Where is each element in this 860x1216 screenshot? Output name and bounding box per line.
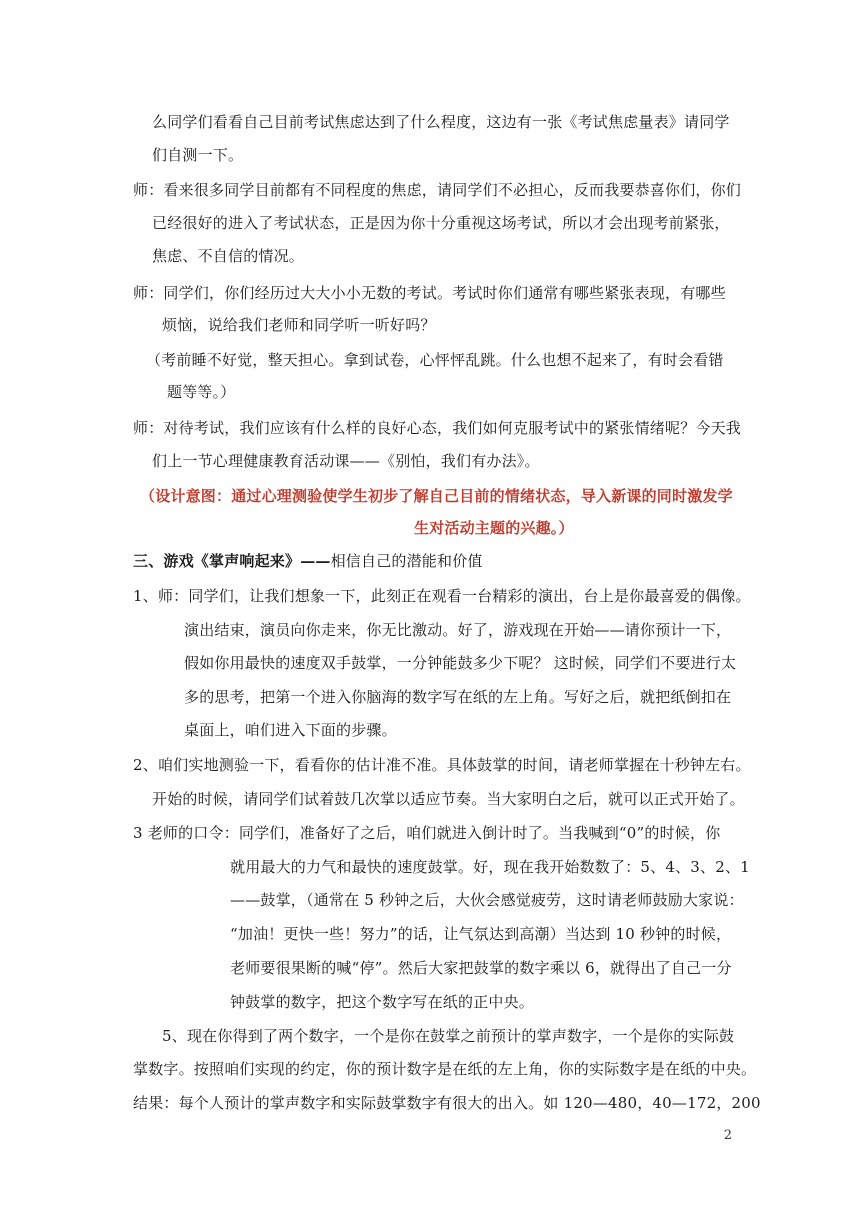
page-number: 2 <box>723 1128 732 1143</box>
design-intent-note: （设计意图：通过心理测验使学生初步了解自己目前的情绪状态，导入新课的同时激发学 <box>140 487 733 505</box>
text-line: 钟鼓掌的数字，把这个数字写在纸的正中央。 <box>230 993 535 1011</box>
section-heading-rest: 相信自己的潜能和价值 <box>330 552 483 570</box>
text-line: “加油！更快一些！努力”的话，让气氛达到高潮）当达到 10 秒钟的时候， <box>230 925 732 943</box>
text-line: 焦虑、不自信的情况。 <box>152 247 305 265</box>
text-line: 结果：每个人预计的掌声数字和实际鼓掌数字有很大的出入。如 120—480，40—172，200 <box>133 1094 761 1112</box>
text-line: 烦恼，说给我们老师和同学听一听好吗？ <box>162 316 436 334</box>
text-line: 老师要很果断的喊“停”。然后大家把鼓掌的数字乘以 6，就得出了自己一分 <box>230 959 732 977</box>
text-line: 2、咱们实地测验一下，看看你的估计准不准。具体鼓掌的时间，请老师掌握在十秒钟左右。 <box>133 756 751 774</box>
text-line: 就用最大的力气和最快的速度鼓掌。好，现在我开始数数了：5、4、3、2、1 <box>230 858 750 876</box>
text-line: 已经很好的进入了考试状态，正是因为你十分重视这场考试，所以才会出现考前紧张， <box>152 214 730 232</box>
text-line: 多的思考，把第一个进入你脑海的数字写在纸的左上角。写好之后，就把纸倒扣在 <box>184 688 732 706</box>
text-line: ——鼓掌，（通常在 5 秒钟之后，大伙会感觉疲劳，这时请老师鼓励大家说： <box>230 891 744 909</box>
text-line: 师：对待考试，我们应该有什么样的良好心态，我们如何克服考试中的紧张情绪呢？今天我 <box>133 419 742 437</box>
text-line: 3 老师的口令：同学们，准备好了之后，咱们就进入倒计时了。当我喊到“0”的时候，你 <box>133 824 721 842</box>
section-heading-bold: 三、游戏《掌声响起来》—— <box>133 552 331 570</box>
text-line: （考前睡不好觉，整天担心。拿到试卷，心怦怦乱跳。什么也想不起来了，有时会看错 <box>146 351 724 369</box>
text-line: 题等等。） <box>167 383 236 401</box>
text-line: 么同学们看看自己目前考试焦虑达到了什么程度，这边有一张《考试焦虑量表》请同学 <box>152 113 730 131</box>
text-line: 开始的时候，请同学们试着鼓几次掌以适应节奏。当大家明白之后，就可以正式开始了。 <box>152 790 745 808</box>
text-line: 们自测一下。 <box>152 146 244 164</box>
section-heading <box>133 551 483 571</box>
text-line: 1、师：同学们，让我们想象一下，此刻正在观看一台精彩的演出，台上是你最喜爱的偶像。 <box>133 587 751 605</box>
text-line: 们上一节心理健康教育活动课——《别怕，我们有办法》。 <box>152 452 540 470</box>
text-line: 假如你用最快的速度双手鼓掌，一分钟能鼓多少下呢？ 这时候，同学们不要进行太 <box>184 654 737 672</box>
text-line: 师：同学们，你们经历过大大小小无数的考试。考试时你们通常有哪些紧张表现，有哪些 <box>133 284 726 302</box>
text-line: 掌数字。按照咱们实现的约定，你的预计数字是在纸的左上角，你的实际数字是在纸的中央。 <box>133 1060 757 1078</box>
text-line: 师：看来很多同学目前都有不同程度的焦虑，请同学们不必担心，反而我要恭喜你们，你们 <box>133 181 742 199</box>
text-line: 桌面上，咱们进入下面的步骤。 <box>184 721 397 739</box>
text-line: 演出结束，演员向你走来，你无比激动。好了，游戏现在开始——请你预计一下， <box>184 621 732 639</box>
design-intent-note: 生对活动主题的兴趣。） <box>414 519 574 537</box>
text-line: 5、现在你得到了两个数字，一个是你在鼓掌之前预计的掌声数字，一个是你的实际鼓 <box>162 1027 735 1045</box>
